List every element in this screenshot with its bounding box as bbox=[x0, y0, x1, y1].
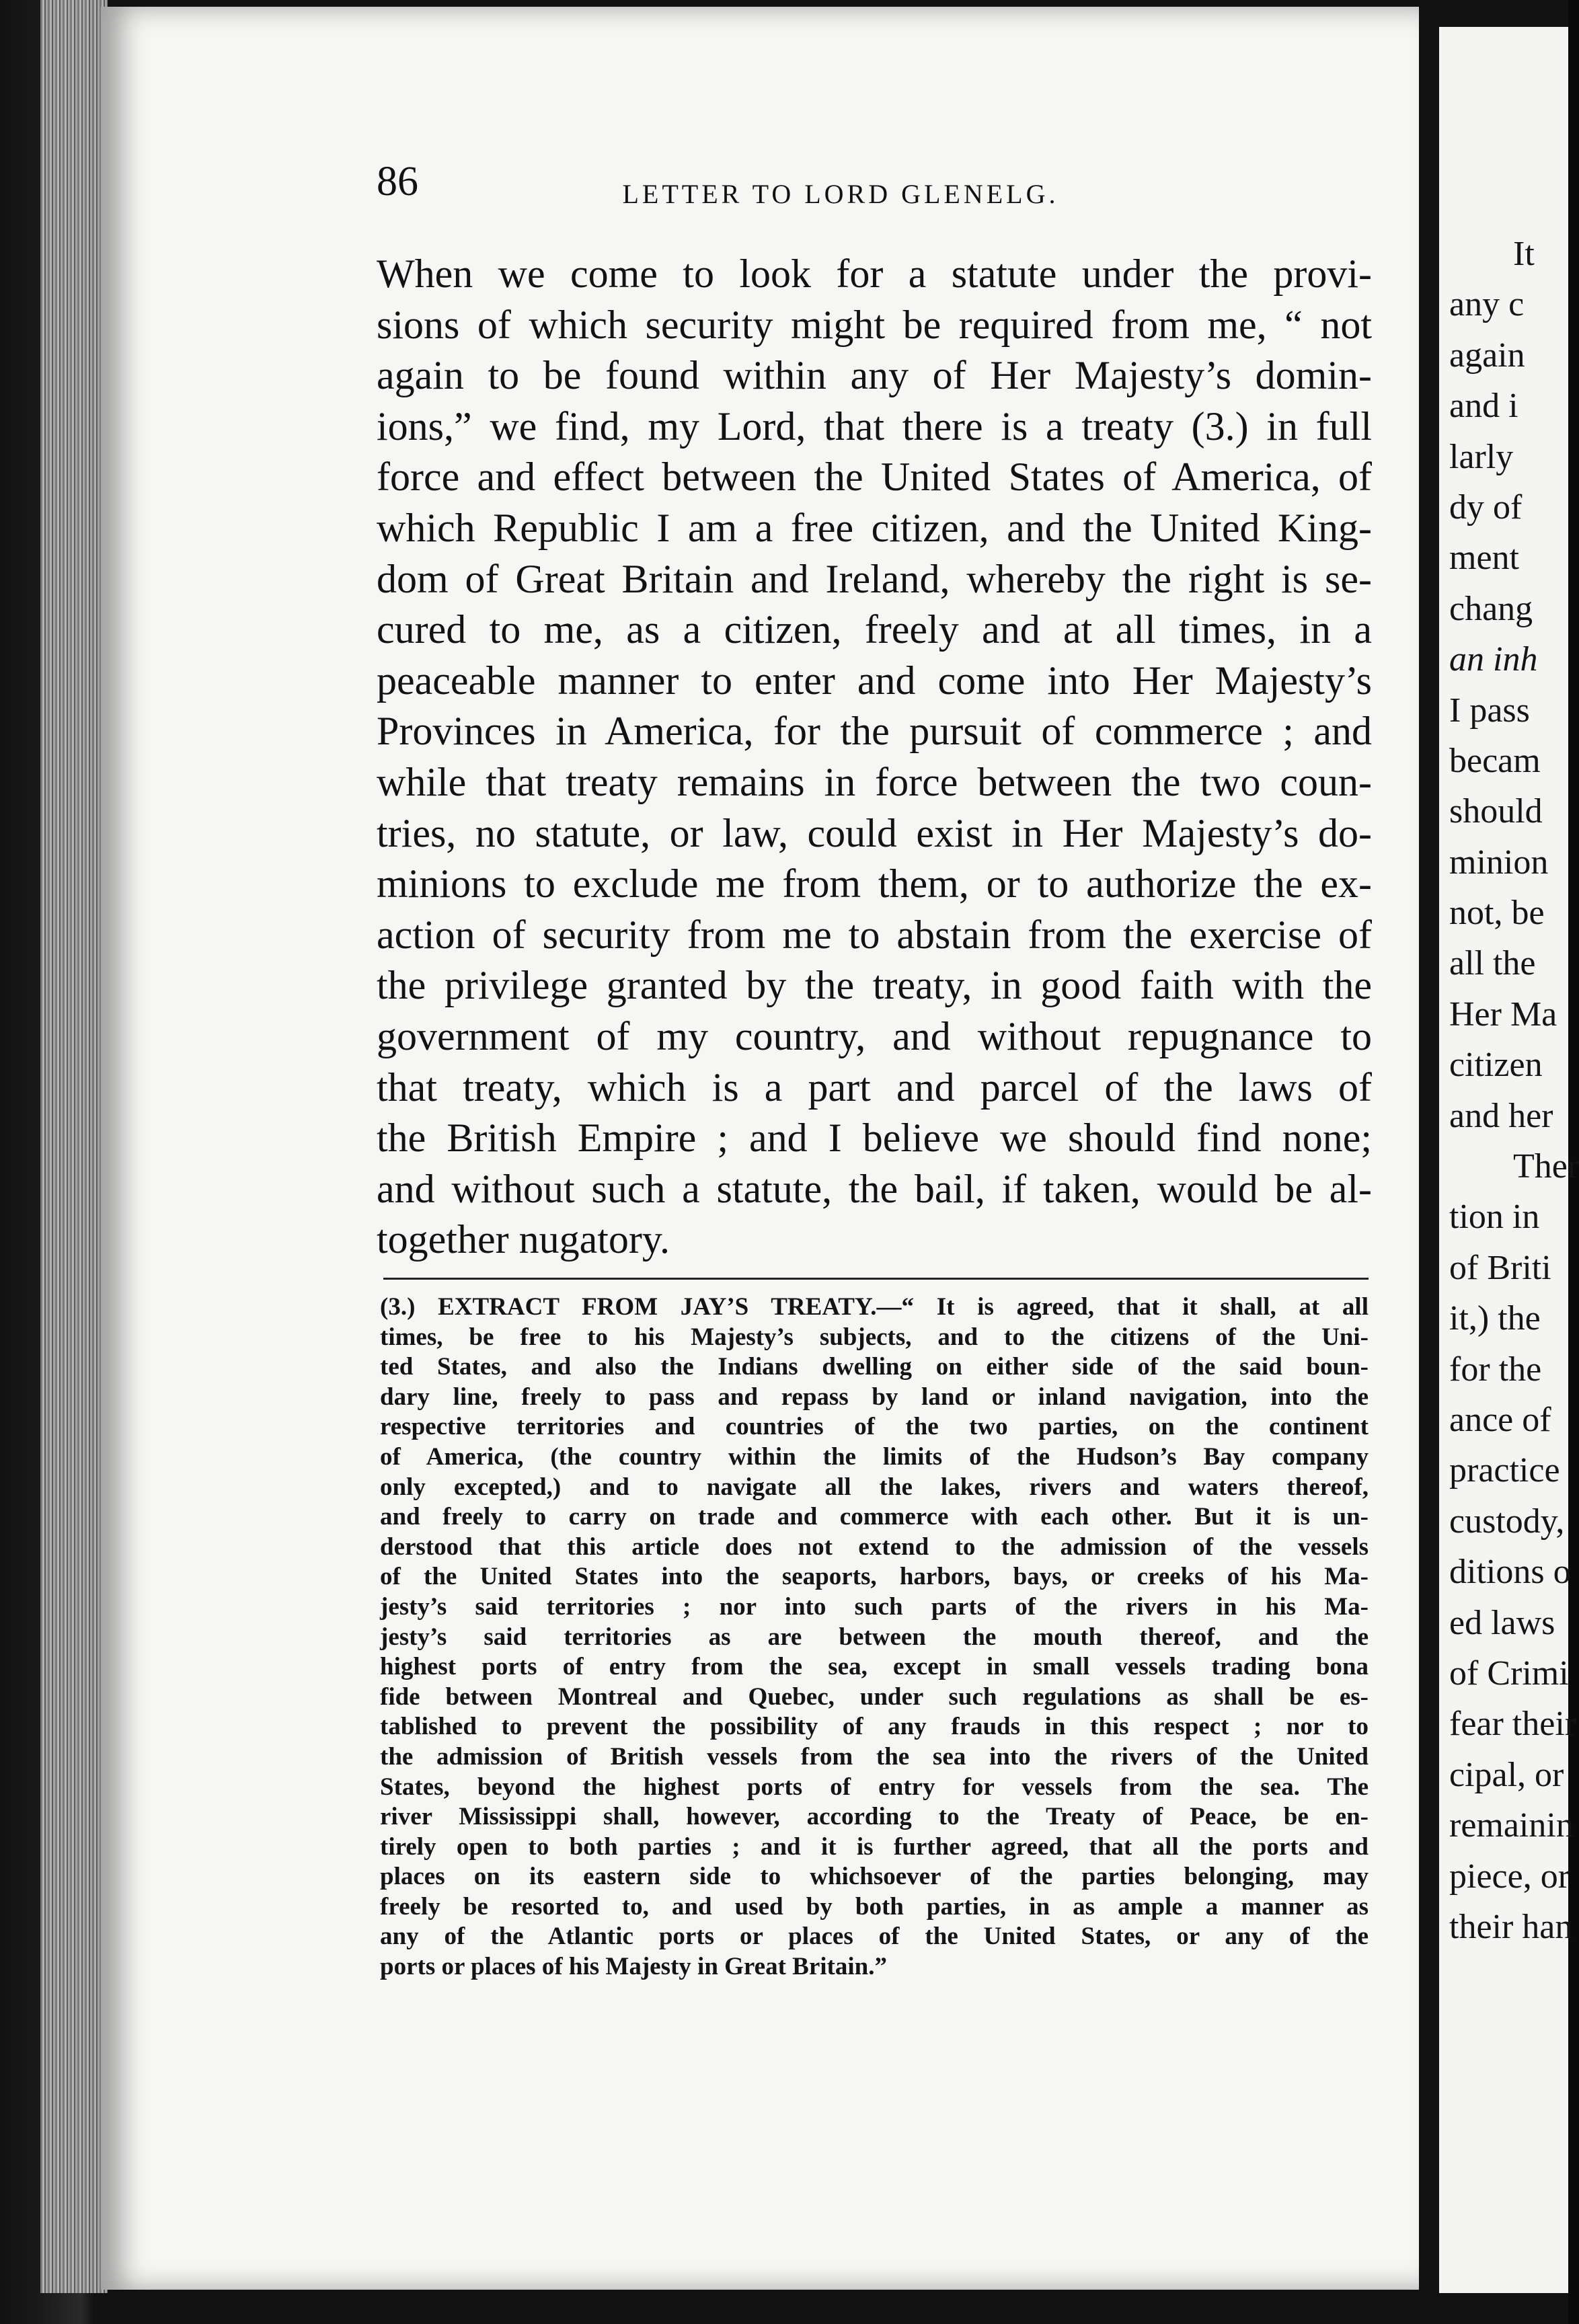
facing-line: minion bbox=[1449, 843, 1549, 882]
footnote-line: jesty’s said territories as are between the mouth thereof, and the bbox=[380, 1623, 1369, 1651]
footnote-line: derstood that this article does not extend to the admission of the vessels bbox=[380, 1533, 1369, 1561]
facing-line: and i bbox=[1449, 387, 1518, 426]
footnote-rule bbox=[383, 1278, 1369, 1280]
footnote-line: (3.) EXTRACT FROM JAY’S TREATY.—“ It is agreed, that it shall, at all bbox=[380, 1293, 1369, 1321]
facing-line: again bbox=[1449, 336, 1525, 375]
footnote-line: times, be free to his Majesty’s subjects, and to the citizens of the Uni- bbox=[380, 1323, 1369, 1351]
facing-line: dy of bbox=[1449, 488, 1523, 527]
body-line: the privilege granted by the treaty, in good faith with the bbox=[377, 963, 1372, 1008]
facing-line: larly bbox=[1449, 437, 1514, 476]
facing-page-text bbox=[1449, 229, 1577, 1952]
footnote-line: freely be resorted to, and used by both parties, in as ample a manner as bbox=[380, 1892, 1369, 1921]
footnote-line: ports or places of his Majesty in Great Britain.” bbox=[380, 1953, 887, 1981]
facing-line: piece, or bbox=[1449, 1857, 1570, 1896]
page-number: 86 bbox=[377, 159, 418, 204]
facing-line: citizen bbox=[1449, 1046, 1543, 1085]
body-line: action of security from me to abstain from the exercise of bbox=[377, 912, 1372, 957]
footnote-line: places on its eastern side to whichsoever of the parties belonging, may bbox=[380, 1863, 1369, 1891]
facing-line: ed laws bbox=[1449, 1603, 1555, 1642]
page-edge-stack bbox=[40, 0, 108, 2293]
footnote-line: fide between Montreal and Quebec, under such regulations as shall be es- bbox=[380, 1682, 1369, 1711]
body-line: sions of which security might be required from me, “ not bbox=[377, 302, 1372, 347]
footnote-line: tablished to prevent the possibility of any frauds in this respect ; nor to bbox=[380, 1713, 1369, 1741]
facing-line: and her bbox=[1449, 1096, 1553, 1135]
footnote-line: any of the Atlantic ports or places of the United States, or any of the bbox=[380, 1923, 1369, 1951]
running-head: LETTER TO LORD GLENELG. bbox=[622, 179, 1059, 209]
facing-line: not, be bbox=[1449, 894, 1545, 933]
footnote-line: tirely open to both parties ; and it is further agreed, that all the ports and bbox=[380, 1832, 1369, 1861]
facing-line: ance of bbox=[1449, 1400, 1551, 1439]
footnote-line: respective territories and countries of the two parties, on the continent bbox=[380, 1413, 1369, 1441]
footnote-line: highest ports of entry from the sea, except in small vessels trading bona bbox=[380, 1653, 1369, 1681]
body-line: and without such a statute, the bail, if taken, would be al- bbox=[377, 1166, 1372, 1211]
footnote-line: jesty’s said territories ; nor into such parts of the rivers in his Ma- bbox=[380, 1592, 1369, 1621]
footnote-line: dary line, freely to pass and repass by land or inland navigation, into the bbox=[380, 1383, 1369, 1411]
footnote-line: the admission of British vessels from the sea into the rivers of the United bbox=[380, 1742, 1369, 1771]
footnote-line: ted States, and also the Indians dwelling on either side of the said boun- bbox=[380, 1353, 1369, 1381]
footnote-line: river Mississippi shall, however, according to the Treaty of Peace, be en- bbox=[380, 1803, 1369, 1831]
body-line: while that treaty remains in force between the two coun- bbox=[377, 759, 1372, 804]
facing-line: it,) the bbox=[1449, 1299, 1541, 1338]
facing-line: becam bbox=[1449, 741, 1541, 780]
facing-line: remainin bbox=[1449, 1806, 1574, 1845]
body-line: cured to me, as a citizen, freely and at all times, in a bbox=[377, 607, 1372, 652]
body-line: peaceable manner to enter and come into Her Majesty’s bbox=[377, 658, 1372, 703]
facing-line: cipal, or bbox=[1449, 1755, 1564, 1794]
footnote-line: of America, (the country within the limits of the Hudson’s Bay company bbox=[380, 1442, 1369, 1471]
footnote-line: only excepted,) and to navigate all the lakes, rivers and waters thereof, bbox=[380, 1473, 1369, 1501]
facing-line: ment bbox=[1449, 539, 1519, 578]
body-line: Provinces in America, for the pursuit of commerce ; and bbox=[377, 709, 1372, 754]
body-line: together nugatory. bbox=[377, 1217, 670, 1262]
facing-line: It bbox=[1513, 235, 1535, 273]
body-line: tries, no statute, or law, could exist in Her Majesty’s do- bbox=[377, 810, 1372, 855]
body-line: again to be found within any of Her Majesty’s domin- bbox=[377, 353, 1372, 398]
body-line: When we come to look for a statute under the provi- bbox=[377, 251, 1372, 296]
footnote-line: and freely to carry on trade and commerce with each other. But it is un- bbox=[380, 1503, 1369, 1531]
facing-line: Ther bbox=[1513, 1147, 1579, 1186]
body-line: that treaty, which is a part and parcel of the laws of bbox=[377, 1064, 1372, 1110]
facing-line: chang bbox=[1449, 589, 1533, 628]
facing-line: I pass bbox=[1449, 691, 1530, 730]
footnote-line: of the United States into the seaports, harbors, bays, or creeks of his Ma- bbox=[380, 1563, 1369, 1591]
facing-line: their han bbox=[1449, 1907, 1573, 1946]
body-line: minions to exclude me from them, or to authorize the ex- bbox=[377, 861, 1372, 906]
footnote bbox=[380, 1292, 1369, 1982]
facing-line: ditions o bbox=[1449, 1553, 1571, 1592]
body-line: ions,” we find, my Lord, that there is a treaty (3.) in full bbox=[377, 403, 1372, 449]
body-line: which Republic I am a free citizen, and the United King- bbox=[377, 505, 1372, 550]
facing-line: an inh bbox=[1449, 640, 1538, 679]
facing-line: Her Ma bbox=[1449, 995, 1557, 1034]
facing-line: any c bbox=[1449, 285, 1525, 324]
facing-line: custody, bbox=[1449, 1502, 1565, 1541]
body-line: force and effect between the United States of America, of bbox=[377, 455, 1372, 500]
facing-line: practice bbox=[1449, 1451, 1560, 1490]
facing-line: all the bbox=[1449, 944, 1536, 983]
facing-line: should bbox=[1449, 792, 1543, 831]
facing-line: for the bbox=[1449, 1350, 1542, 1389]
facing-line: of Briti bbox=[1449, 1248, 1551, 1287]
facing-line: fear their bbox=[1449, 1705, 1577, 1744]
body-line: dom of Great Britain and Ireland, whereby the right is se- bbox=[377, 556, 1372, 601]
body-line: government of my country, and without repugnance to bbox=[377, 1013, 1372, 1058]
facing-line: of Crimi bbox=[1449, 1654, 1569, 1693]
body-line: the British Empire ; and I believe we should find none; bbox=[377, 1116, 1372, 1161]
footnote-line: States, beyond the highest ports of entry for vessels from the sea. The bbox=[380, 1773, 1369, 1801]
body-text bbox=[377, 249, 1372, 1266]
facing-line: tion in bbox=[1449, 1198, 1540, 1237]
